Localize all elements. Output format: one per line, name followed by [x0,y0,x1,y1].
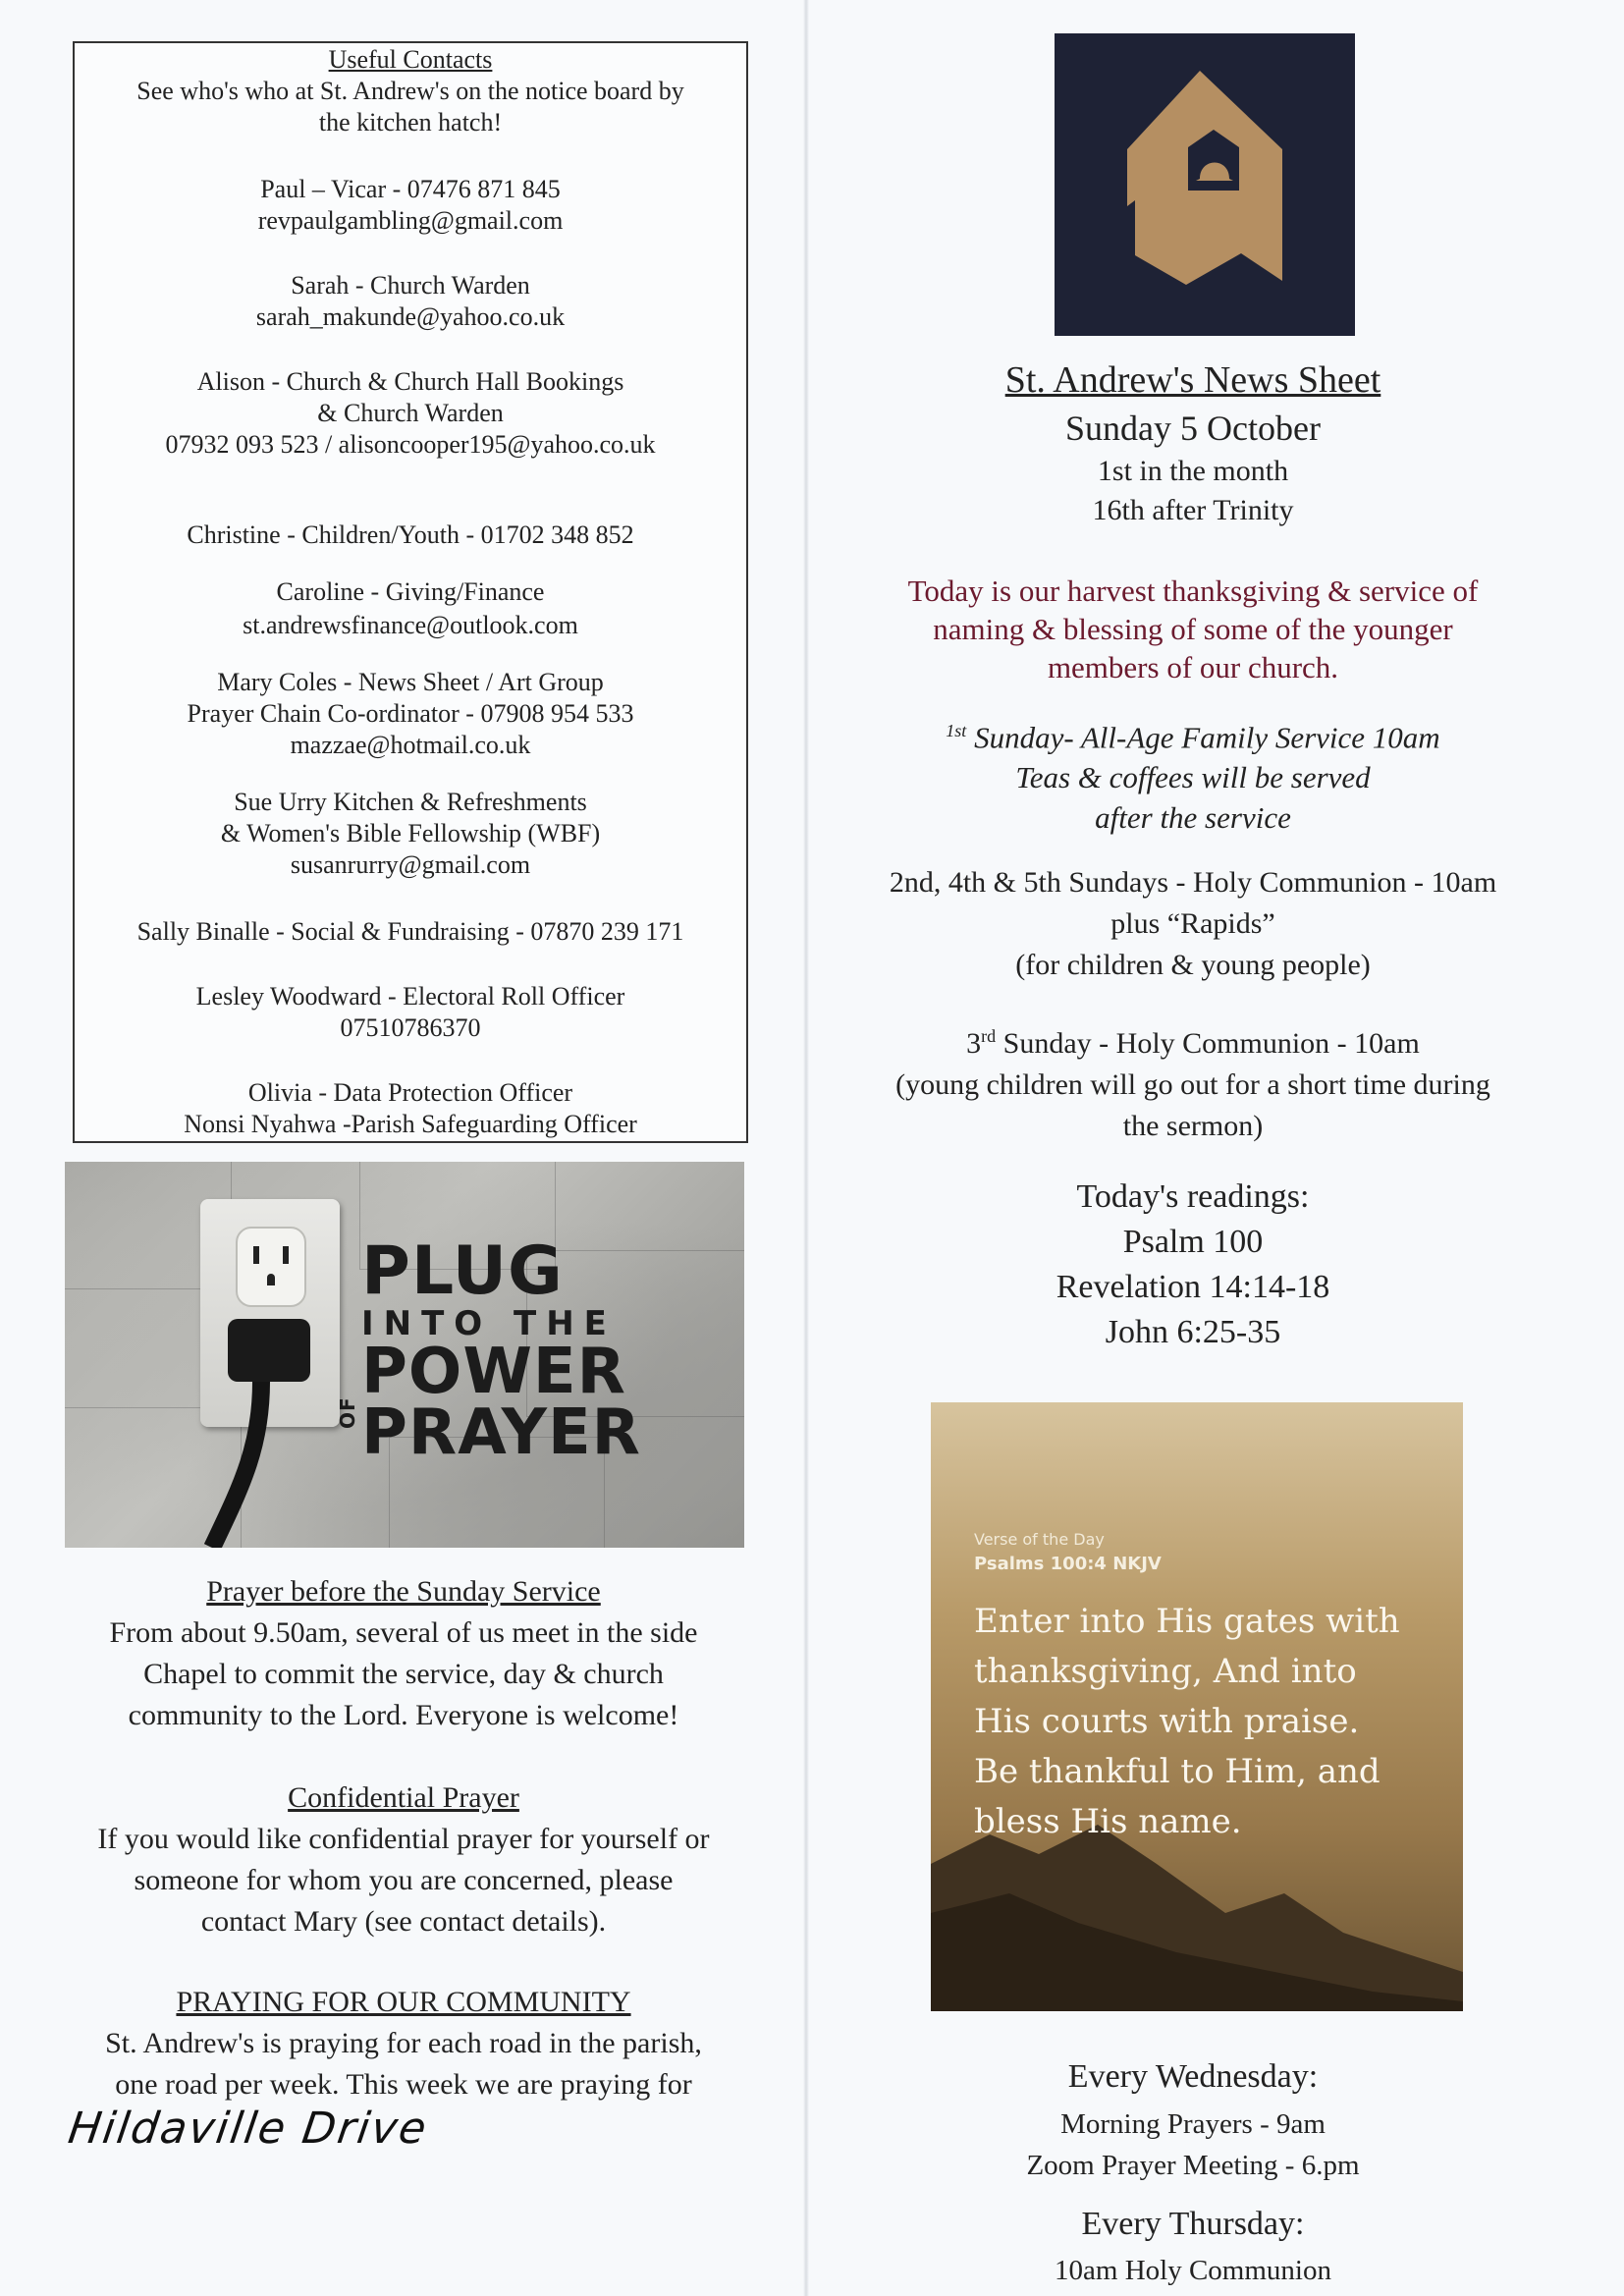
communion-line: 2nd, 4th & 5th Sundays - Holy Communion - 10am [889,866,1497,899]
section-line: contact Mary (see contact details). [200,1905,607,1938]
announcement-line: naming & blessing of some of the younger [933,612,1453,646]
verse-reference: Psalms 100:4 NKJV [974,1554,1162,1574]
verse-label: Verse of the Day [974,1530,1105,1549]
section-line: one road per week. This week we are praying for [115,2068,692,2101]
plug-word: OF [336,1396,359,1429]
family-service-line [835,711,1551,757]
family-service-info [835,711,1551,838]
contact-line: & Church Warden [317,399,504,427]
third-sunday-line [835,1015,1551,1065]
ordinal-suffix: rd [981,1026,997,1046]
plug-word: PRAYER [361,1396,641,1469]
contacts-heading: Useful Contacts [328,45,493,74]
family-service-line: Teas & coffees will be served [1015,760,1371,795]
contact-email: revpaulgambling@gmail.com [257,206,564,235]
section-heading: Prayer before the Sunday Service [206,1575,601,1608]
section-line: Chapel to commit the service, day & church [143,1658,664,1690]
contact-email: st.andrewsfinance@outlook.com [243,611,578,639]
contact-email: 07932 093 523 / alisoncooper195@yahoo.co.uk [165,430,656,459]
section-line: St. Andrew's is praying for each road in the parish, [105,2027,702,2059]
event-line: 10am Holy Communion [1055,2255,1331,2286]
contact-line: & Women's Bible Fellowship (WBF) [220,819,601,847]
news-sheet-subtitle: 16th after Trinity [1092,494,1294,526]
page-fold [803,0,809,2296]
third-sunday-info [835,1015,1551,1147]
contact-line: 07510786370 [340,1013,481,1042]
contact-line: Mary Coles - News Sheet / Art Group [217,668,604,696]
prayer-before-section [39,1571,768,1736]
community-section [39,1982,768,2105]
event-line: Morning Prayers - 9am [1060,2108,1326,2140]
contact-line: Nonsi Nyahwa -Parish Safeguarding Officer [184,1110,637,1138]
harvest-announcement [835,572,1551,686]
church-bell-icon [1055,33,1355,336]
communion-line: (for children & young people) [1015,949,1371,981]
announcement-line: Today is our harvest thanksgiving & service of [907,574,1479,608]
third-sunday-line: (young children will go out for a short time during [895,1068,1490,1101]
section-line: If you would like confidential prayer for yourself or [97,1823,710,1855]
news-sheet-date: Sunday 5 October [1065,409,1321,448]
plug-word: INTO THE [361,1304,617,1343]
church-logo [1055,33,1355,336]
ordinal-suffix: 1st [946,721,967,740]
wednesday-events [835,2104,1551,2186]
contact-line: Lesley Woodward - Electoral Roll Officer [195,982,625,1011]
contacts-intro: the kitchen hatch! [318,108,503,137]
event-line: Zoom Prayer Meeting - 6.pm [1026,2150,1360,2181]
reading-item: John 6:25-35 [1105,1314,1281,1350]
announcement-line: members of our church. [1047,650,1339,684]
reading-item: Revelation 14:14-18 [1056,1269,1330,1305]
contact-line: Olivia - Data Protection Officer [247,1078,573,1107]
section-heading: PRAYING FOR OUR COMMUNITY [176,1986,631,2018]
contact-line: Sue Urry Kitchen & Refreshments [234,788,587,816]
thursday-heading: Every Thursday: [1081,2206,1305,2242]
contact-line: Sally Binalle - Social & Fundraising - 07870 239 171 [136,917,684,946]
confidential-prayer-section [39,1777,768,1942]
section-line: someone for whom you are concerned, please [134,1864,674,1896]
section-line: community to the Lord. Everyone is welcome! [128,1699,679,1731]
news-sheet-title: St. Andrew's News Sheet [1004,359,1381,401]
plug-word: POWER [361,1336,626,1408]
contact-email: susanrurry@gmail.com [290,850,531,879]
verse-of-the-day-image [931,1402,1463,2011]
contact-line: Caroline - Giving/Finance [276,577,545,606]
contact-line: Sarah - Church Warden [291,271,530,300]
contact-line: Christine - Children/Youth - 01702 348 852 [187,520,634,549]
third-sunday-line: the sermon) [1122,1110,1264,1142]
plug-word: PLUG [361,1232,564,1310]
reading-item: Psalm 100 [1122,1224,1264,1260]
verse-text: Enter into His gates with thanksgiving, And into His courts with praise. Be thankful to Him, and bless His name. [974,1602,1400,1841]
family-service-line: after the service [1095,800,1291,836]
third-sunday-text: Sunday - Holy Communion - 10am [996,1027,1420,1060]
contact-email: sarah_makunde@yahoo.co.uk [255,302,566,331]
contact-email: mazzae@hotmail.co.uk [290,731,531,759]
todays-readings [835,1175,1551,1355]
ordinal-number: 3 [966,1027,982,1060]
readings-heading: Today's readings: [1076,1178,1310,1215]
news-sheet-subtitle: 1st in the month [1097,455,1289,487]
family-service-text: Sunday- All-Age Family Service 10am [966,720,1440,755]
section-line: From about 9.50am, several of us meet in the side [109,1616,698,1649]
communion-line: plus “Rapids” [1110,907,1275,940]
useful-contacts-box [73,41,748,1143]
contacts-intro: See who's who at St. Andrew's on the notice board by [136,77,684,105]
contact-line: Prayer Chain Co-ordinator - 07908 954 533 [187,699,634,728]
communion-info [835,862,1551,986]
section-heading: Confidential Prayer [288,1781,519,1814]
contact-line: Alison - Church & Church Hall Bookings [196,367,624,396]
contact-line: Paul – Vicar - 07476 871 845 [260,175,561,203]
thursday-events [835,2251,1551,2290]
plug-into-prayer-image [65,1162,744,1548]
wednesday-heading: Every Wednesday: [1067,2058,1319,2095]
handwritten-road-name: Hildaville Drive [65,2104,432,2154]
